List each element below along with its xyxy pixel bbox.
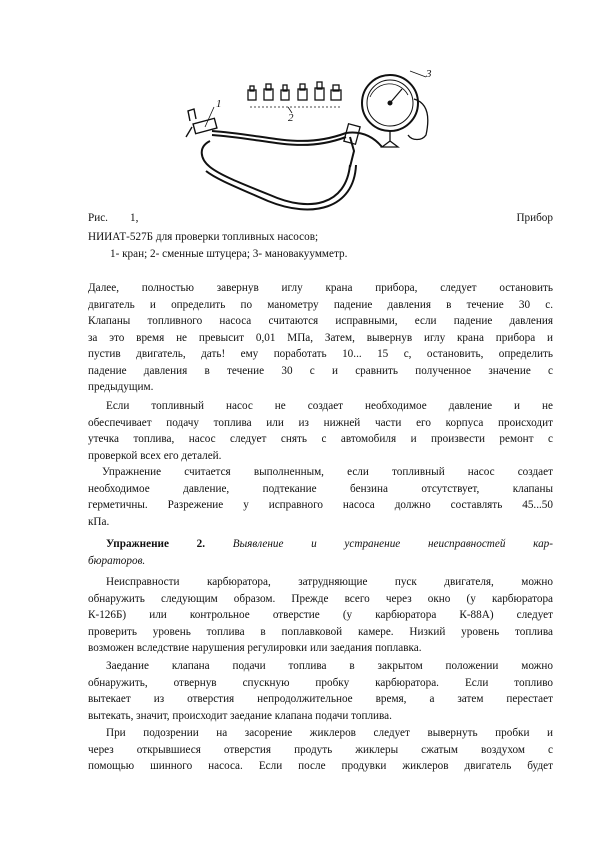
p6-line: через открывшиеся отверстия продуть жиклеры сжатым воздухом с — [88, 743, 553, 756]
figure-caption-row — [88, 212, 553, 229]
caption-device-word: Прибор — [516, 212, 553, 224]
p1-line: двигатель и определить по манометру падение давления в течение 30 с. — [88, 298, 553, 311]
p2-line: Если топливный насос не создает необходимое давление и не — [106, 400, 553, 412]
exercise-title-part-1: Выявление и устранение неисправностей кар- — [232, 538, 553, 550]
paragraph-6 — [88, 725, 553, 775]
caption-line-3: 1- кран; 2- сменные штуцера; 3- мановакуумметр. — [110, 248, 348, 260]
p3-line: Упражнение считается выполненным, если топливный насос создает — [102, 466, 553, 478]
p4-line: возможен вследствие нарушения регулировки или заедания поплавка. — [88, 642, 422, 654]
p3-line: кПа. — [88, 515, 110, 528]
fittings-set — [248, 82, 341, 100]
device-figure — [150, 55, 450, 220]
callout-1: 1 — [216, 98, 222, 110]
callout-2: 2 — [288, 112, 294, 124]
p6-line: помощью шинного насоса. Если после продувки жиклеров двигатель будет — [88, 760, 553, 772]
p4-line: проверить уровень топлива в поплавковой камере. Низкий уровень топлива — [88, 625, 553, 638]
p5-line: вытекает из отверстия непродолжительное время, а затем перестает — [88, 693, 553, 705]
caption-line-2: НИИАТ-527Б для проверки топливных насосов; — [88, 231, 319, 243]
p2-line: обеспечивает подачу топлива или из нижней части его корпуса происходит — [88, 416, 553, 429]
paragraph-3 — [88, 464, 553, 530]
p6-line: При подозрении на засорение жиклеров следует вывернуть пробки и — [106, 727, 553, 739]
caption-number: 1, — [130, 212, 139, 224]
p3-line: герметичны. Разрежение у исправного насоса должно составлять 45...50 — [88, 499, 553, 511]
p2-line: проверкой всех его деталей. — [88, 449, 222, 462]
valve — [186, 109, 217, 137]
exercise-label: Упражнение 2. — [106, 538, 206, 550]
p5-line: обнаружить, отвернув спускную пробку карбюратора. Если топливо — [88, 676, 553, 689]
p3-line: необходимое давление, подтекание бензина отсутствует, клапаны — [88, 482, 553, 495]
p2-line: утечка топлива, насос следует снять с автомобиля и произвести ремонт с — [88, 433, 553, 445]
p1-line: Клапаны топливного насоса считаются исправными, если падение давления — [88, 315, 553, 327]
p4-line: обнаружить следующим образом. Прежде всего через окно (у карбюратора — [88, 592, 553, 605]
paragraph-1 — [88, 280, 553, 396]
p4-line: К-126Б) или контрольное отверстие (у карбюратора К-88А) следует — [88, 609, 553, 621]
p5-line: вытекать, значит, происходит заедание клапана подачи топлива. — [88, 709, 392, 722]
exercise-heading-line-1 — [88, 536, 553, 553]
p1-line: пустив двигатель, дать! ему поработать 10... 15 с, остановить, определить — [88, 348, 553, 360]
exercise-title-part-2: бюраторов. — [88, 554, 146, 567]
p1-line: Далее, полностью завернув иглу крана прибора, следует остановить — [88, 282, 553, 294]
p1-line: за это время не превысит 0,01 МПа, Затем, вывернув иглу крана прибора и — [88, 331, 553, 344]
paragraph-2 — [88, 398, 553, 464]
exercise-2-heading — [88, 536, 553, 569]
p1-line: падение давления в течение 30 с и сравнить полученное значение с — [88, 364, 553, 377]
caption-label: Рис. — [88, 212, 108, 224]
vacuum-gauge — [362, 71, 428, 147]
callout-3: 3 — [426, 68, 432, 80]
hose — [202, 131, 382, 209]
paragraph-5 — [88, 658, 553, 724]
paragraph-4 — [88, 574, 553, 657]
p5-line: Заедание клапана подачи топлива в закрытом положении можно — [106, 660, 553, 672]
p4-line: Неисправности карбюратора, затрудняющие пуск двигателя, можно — [106, 576, 553, 588]
p1-line: предыдущим. — [88, 381, 154, 393]
fuel-pump-tester-illustration — [150, 55, 450, 220]
